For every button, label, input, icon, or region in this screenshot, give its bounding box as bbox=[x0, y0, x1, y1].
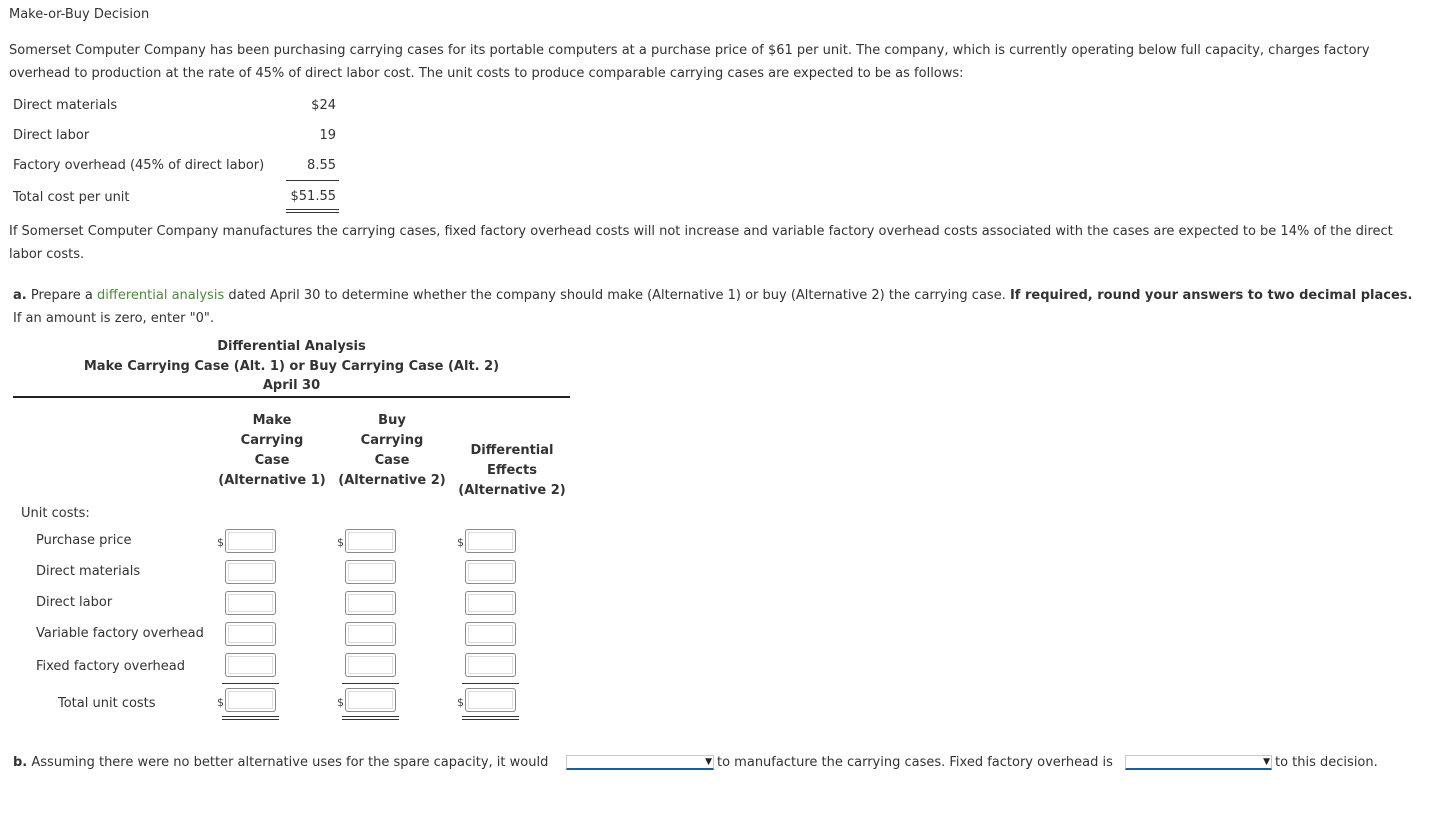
buy-fixed-overhead-input[interactable] bbox=[345, 653, 396, 677]
make-fixed-overhead-input[interactable] bbox=[225, 653, 276, 677]
cost-value-direct-materials: $24 bbox=[311, 98, 336, 113]
buy-direct-materials-input[interactable] bbox=[345, 560, 396, 584]
row-label-direct-materials: Direct materials bbox=[36, 564, 141, 579]
make-direct-materials-input[interactable] bbox=[225, 560, 276, 584]
cost-value-direct-labor: 19 bbox=[319, 128, 336, 143]
buy-subtotal-rule bbox=[342, 683, 399, 684]
buy-variable-overhead-input[interactable] bbox=[345, 622, 396, 646]
row-label-purchase-price: Purchase price bbox=[36, 533, 132, 548]
diff-total-input[interactable] bbox=[465, 688, 516, 712]
currency-symbol: $ bbox=[337, 536, 344, 549]
make-direct-labor-input[interactable] bbox=[225, 591, 276, 615]
analysis-header-rule bbox=[13, 396, 570, 398]
make-total-rule-2 bbox=[222, 719, 279, 720]
part-a-instructions bbox=[13, 284, 1418, 330]
part-a-letter: a. bbox=[13, 288, 27, 303]
buy-total-rule-1 bbox=[342, 716, 399, 717]
currency-symbol: $ bbox=[457, 536, 464, 549]
row-label-variable-factory-overhead: Variable factory overhead bbox=[36, 626, 204, 641]
chevron-down-icon: ▼ bbox=[705, 757, 712, 767]
make-purchase-price-input[interactable] bbox=[225, 529, 276, 553]
part-b-text2: to manufacture the carrying cases. Fixed factory overhead is bbox=[717, 755, 1113, 770]
buy-total-input[interactable] bbox=[345, 688, 396, 712]
diff-direct-materials-input[interactable] bbox=[465, 560, 516, 584]
diff-fixed-overhead-input[interactable] bbox=[465, 653, 516, 677]
currency-symbol: $ bbox=[217, 536, 224, 549]
buy-total-rule-2 bbox=[342, 719, 399, 720]
buy-purchase-price-input[interactable] bbox=[345, 529, 396, 553]
make-total-rule-1 bbox=[222, 716, 279, 717]
buy-direct-labor-input[interactable] bbox=[345, 591, 396, 615]
cost-label-factory-overhead: Factory overhead (45% of direct labor) bbox=[13, 158, 265, 173]
diff-direct-labor-input[interactable] bbox=[465, 591, 516, 615]
currency-symbol: $ bbox=[457, 696, 464, 709]
part-b-text1: Assuming there were no better alternative uses for the spare capacity, it would bbox=[31, 755, 549, 770]
make-subtotal-rule bbox=[222, 683, 279, 684]
part-b-letter: b. bbox=[13, 755, 28, 770]
part-a-pre: Prepare a bbox=[30, 288, 93, 303]
relevance-dropdown[interactable] bbox=[1125, 755, 1272, 770]
cost-value-factory-overhead: 8.55 bbox=[307, 158, 336, 173]
cost-label-direct-materials: Direct materials bbox=[13, 98, 118, 113]
analysis-subtitle: Make Carrying Case (Alt. 1) or Buy Carrying Case (Alt. 2) bbox=[83, 359, 500, 374]
followup-paragraph: If Somerset Computer Company manufactures the carrying cases, fixed factory overhead costs will not increase and variable factory overhead costs associated with the cases are expected to be 14% of the direct labor costs. bbox=[9, 224, 1393, 262]
row-label-fixed-factory-overhead: Fixed factory overhead bbox=[36, 659, 185, 674]
intro-paragraph: Somerset Computer Company has been purchasing carrying cases for its portable computers at a purchase price of $61 per unit. The company, which is currently operating below full capacity, charges factory overhead to production at the rate of 45% of direct labor cost. The unit costs to produce comparable carrying cases are expected to be as follows: bbox=[9, 43, 1370, 81]
part-a-tail: If an amount is zero, enter "0". bbox=[13, 311, 214, 326]
analysis-date: April 30 bbox=[262, 378, 321, 393]
part-b-text3: to this decision. bbox=[1275, 755, 1378, 770]
row-label-direct-labor: Direct labor bbox=[36, 595, 113, 610]
diff-total-rule-2 bbox=[462, 719, 519, 720]
total-double-rule-top bbox=[286, 209, 339, 210]
make-variable-overhead-input[interactable] bbox=[225, 622, 276, 646]
diff-subtotal-rule bbox=[462, 683, 519, 684]
currency-symbol: $ bbox=[217, 696, 224, 709]
make-total-input[interactable] bbox=[225, 688, 276, 712]
row-label-total-unit-costs: Total unit costs bbox=[58, 696, 156, 711]
diff-variable-overhead-input[interactable] bbox=[465, 622, 516, 646]
cost-label-total: Total cost per unit bbox=[13, 190, 130, 205]
diff-total-rule-1 bbox=[462, 716, 519, 717]
diff-purchase-price-input[interactable] bbox=[465, 529, 516, 553]
subtotal-rule bbox=[286, 180, 339, 181]
differential-analysis-link[interactable]: differential analysis bbox=[97, 288, 225, 303]
decision-dropdown[interactable] bbox=[566, 755, 714, 770]
part-a-bold: If required, round your answers to two decimal places. bbox=[1009, 288, 1413, 303]
total-double-rule-bottom bbox=[286, 212, 339, 213]
part-a-post: dated April 30 to determine whether the company should make (Alternative 1) or buy (Alternative 2) the carrying case. bbox=[228, 288, 1006, 303]
analysis-title: Differential Analysis bbox=[217, 339, 366, 354]
unit-costs-heading: Unit costs: bbox=[21, 506, 90, 521]
part-b-lead bbox=[13, 755, 548, 770]
currency-symbol: $ bbox=[337, 696, 344, 709]
cost-label-direct-labor: Direct labor bbox=[13, 128, 90, 143]
page-title: Make-or-Buy Decision bbox=[9, 7, 150, 22]
chevron-down-icon: ▼ bbox=[1263, 757, 1270, 767]
cost-value-total: $51.55 bbox=[290, 189, 336, 204]
